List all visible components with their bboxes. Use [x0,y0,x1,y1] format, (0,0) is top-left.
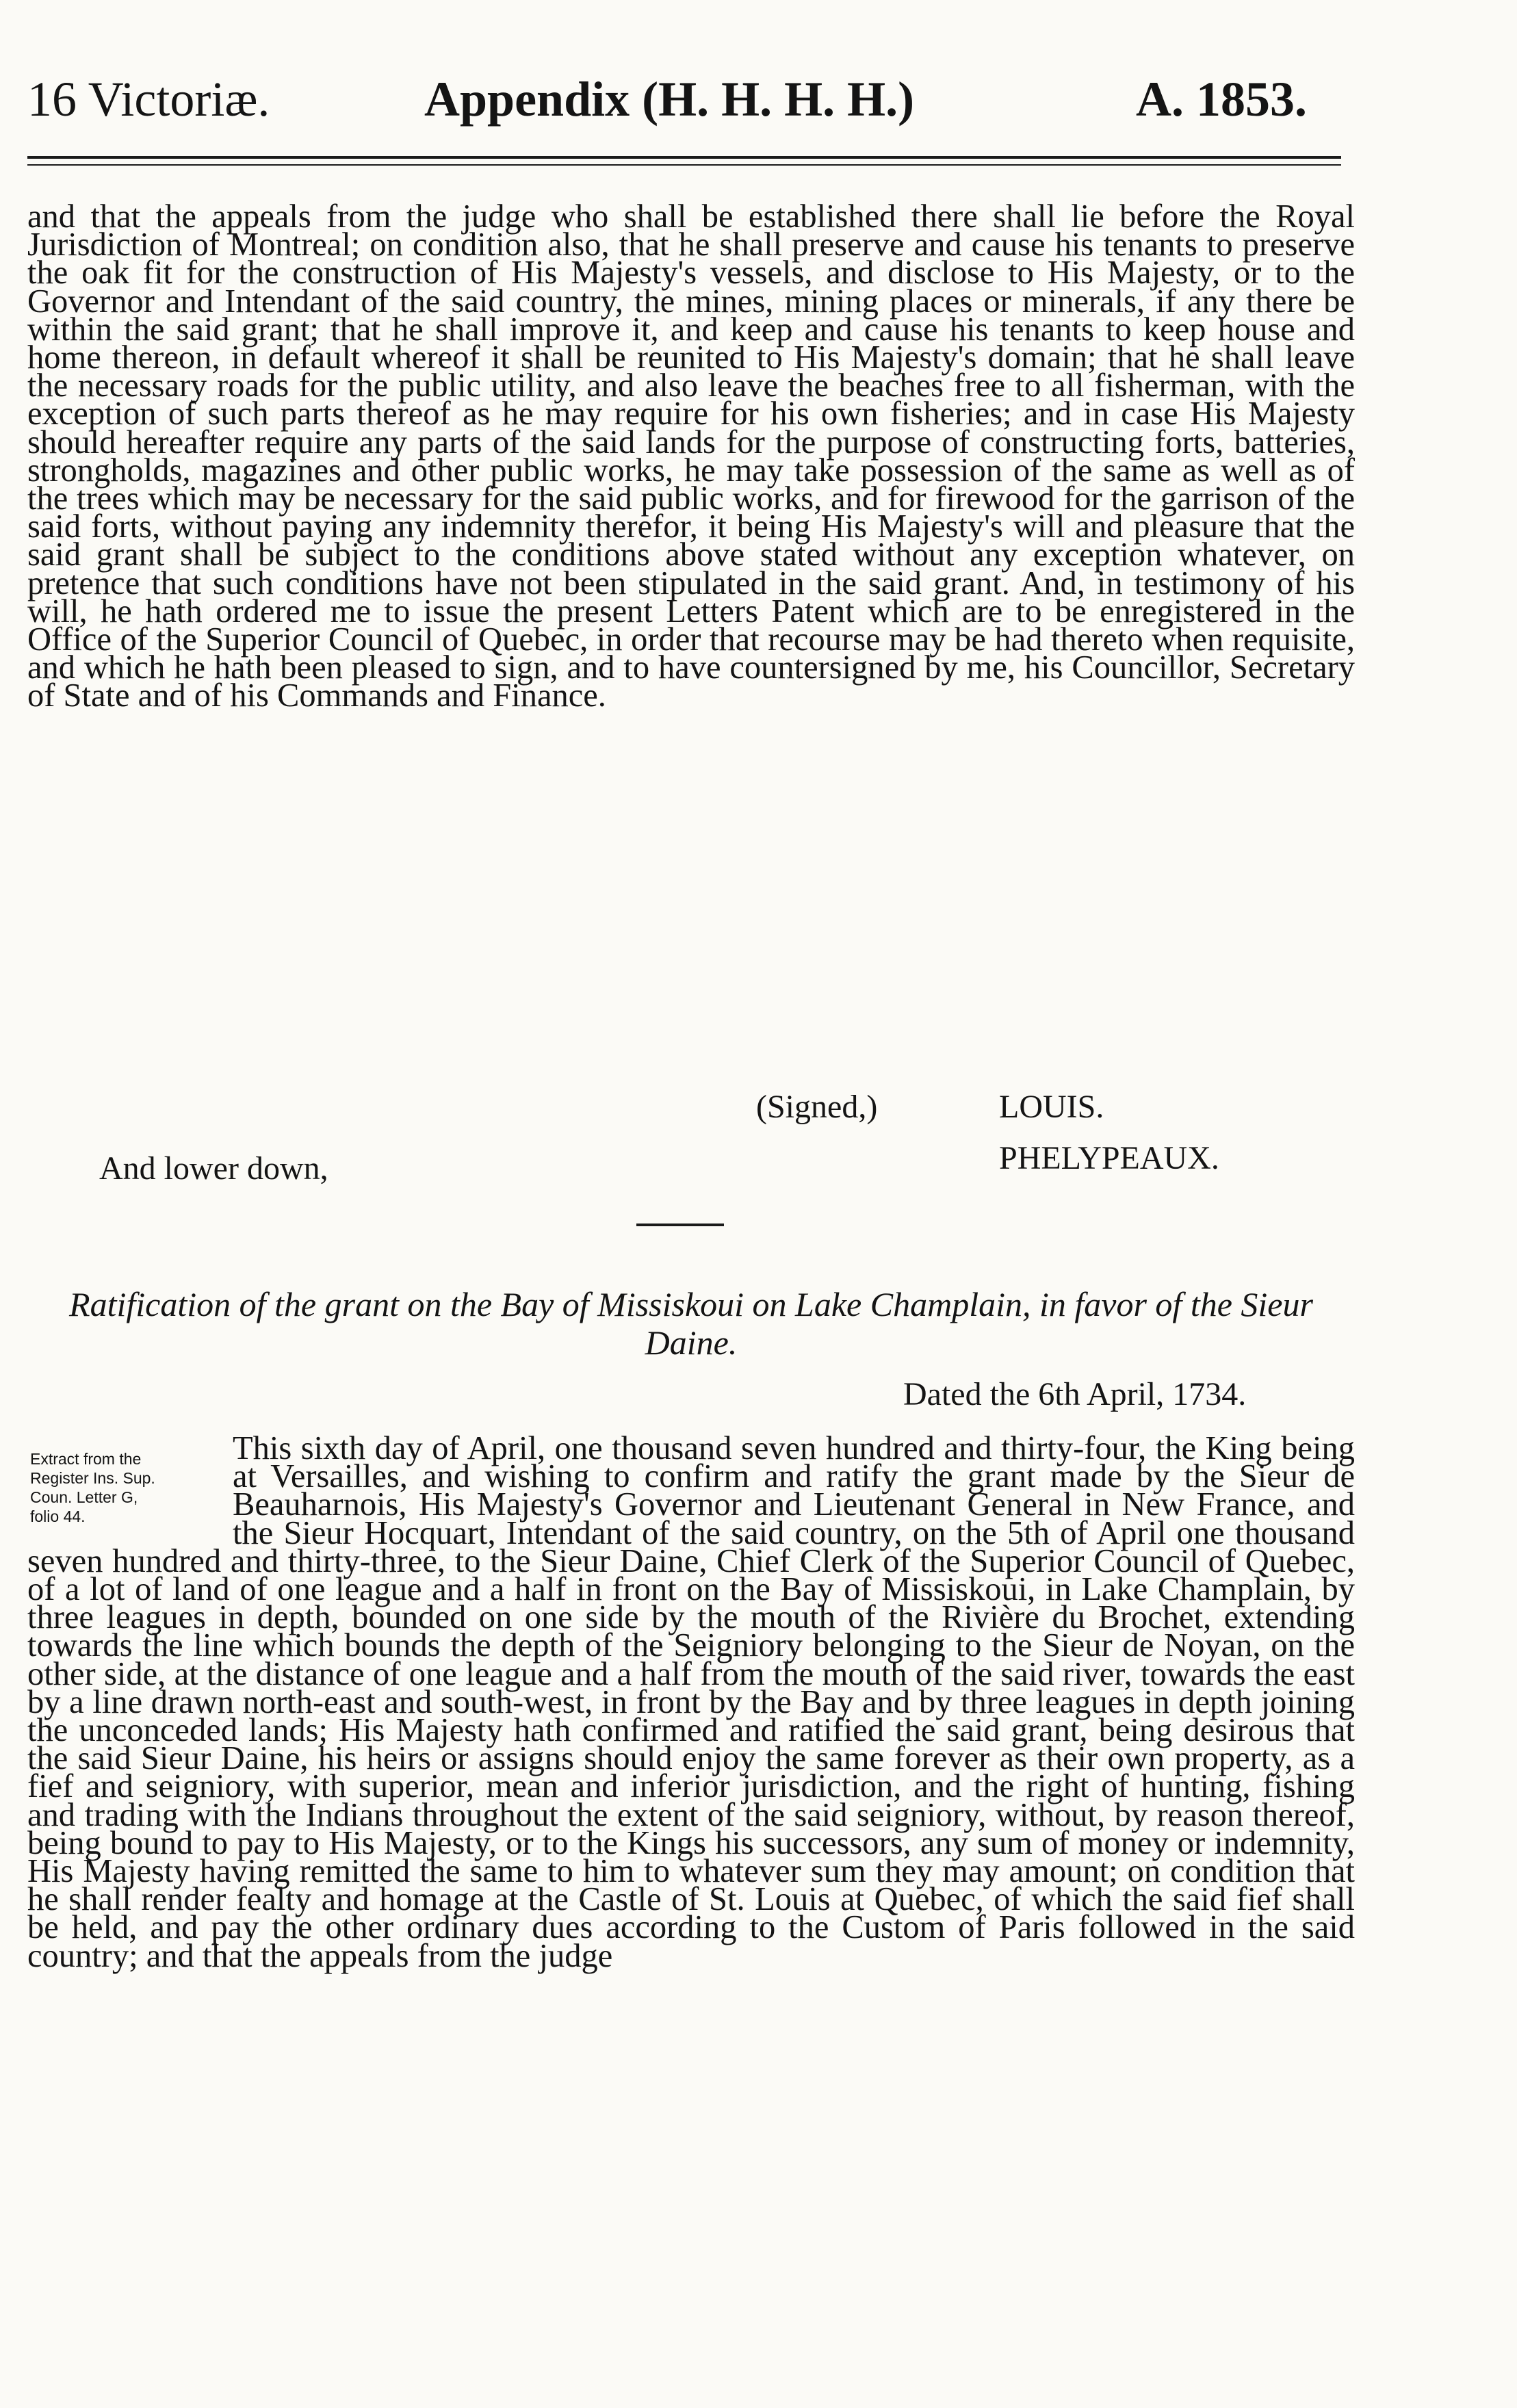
margin-note-gap [27,1434,233,1519]
header-rule-thin [27,164,1341,166]
margin-note-line: Extract from the [30,1450,142,1468]
running-header-year: A. 1853. [1136,72,1307,127]
signed-label: (Signed,) [756,1089,878,1125]
running-header-left: 16 Victoriæ. [27,72,270,127]
margin-note-line: Coun. Letter G, [30,1488,138,1506]
paragraph-text: This sixth day of April, one thousand seven hundred and thirty-four, the King being at Versailles, and wishing to confirm and ratify the grant made by the Sieur de Beauharnois, His Majesty's Governor and Lieutenant General in New France, and the Sieur Hocquart, Intendant of the said country, on the 5th of April one thousand seven hundred and thirty-three, to the Sieur Daine, Chief Clerk of the Superior Council of Quebec, of a lot of land of one league and a half in front on the Bay of Missiskoui, in Lake Champlain, by three leagues in depth, bounded on one side by the mouth of the Rivière du Brochet, extending towards the line which bounds the depth of the Seigniory belonging to the Sieur de Noyan, on the other side, at the distance of one league and a half from the mouth of the said river, towards the east by a line drawn north-east and south-west, in front by the Bay and by three leagues in depth joining the unconceded lands; His Majesty hath confirmed and ratified the said grant, being desirous that the said Sieur Daine, his heirs or assigns should enjoy the same forever as their own property, as a fief and seigniory, with superior, mean and inferior jurisdiction, and the right of hunting, fishing and trading with the Indians throughout the extent of the said seigniory, without, by reason thereof, being bound to pay to His Majesty, or to the Kings his successors, any sum of money or indemnity, His Majesty having remitted the same to him to whatever sum they may amount; on condition that he shall render fealty and homage at the Castle of St. Louis at Quebec, of which the said fief shall be held, and pay the other ordinary dues according to the Custom of Paris followed in the said country; and that the appeals from the judge [27,1430,1355,1974]
ratification-paragraph [27,1430,1355,1974]
margin-note-line: Register Ins. Sup. [30,1469,155,1487]
paragraph-text: and that the appeals from the judge who shall be established there shall lie before the Royal Jurisdiction of Montreal; on condition also, that he shall preserve and cause his tenants to preserve the oak fit for the construction of His Majesty's vessels, and disclose to His Majesty, or to the Governor and Intendant of the said country, the mines, mining places or minerals, if any there be within the said grant; that he shall improve it, and keep and cause his tenants to keep house and home thereon, in default whereof it shall be reunited to His Majesty's domain; that he shall leave the necessary roads for the public utility, and also leave the beaches free to all fisherman, with the exception of such parts thereof as he may require for his own fisheries; and in case His Majesty should hereafter require any parts of the said lands for the purpose of constructing forts, batteries, strongholds, magazines and other public works, he may take possession of the same as well as of the trees which may be necessary for the said public works, and for firewood for the garrison of the said forts, without paying any indemnity therefor, it being His Majesty's will and pleasure that the said grant shall be subject to the conditions above stated without any exception whatever, on pretence that such conditions have not been stipulated in the said grant. And, in testimony of his will, he hath ordered me to issue the present Letters Patent which are to be enregistered in the Office of the Superior Council of Quebec, in order that recourse may be had thereto when requisite, and which he hath been pleased to sign, and to have countersigned by me, his Councillor, Secretary of State and of his Commands and Finance. [27,198,1355,714]
running-header-title: Appendix (H. H. H. H.) [424,72,915,127]
continued-paragraph [27,198,1355,714]
section-divider [636,1224,724,1226]
lower-down-note: And lower down, [99,1150,328,1187]
header-rule-thick [27,156,1341,159]
section-title: Ratification of the grant on the Bay of Missiskoui on Lake Champlain, in favor of the Sieur Daine. [69,1285,1313,1362]
margin-note-line: folio 44. [30,1507,86,1525]
signer-name-first: LOUIS. [999,1089,1104,1125]
section-date: Dated the 6th April, 1734. [903,1376,1247,1412]
signer-name-last: PHELYPEAUX. [999,1140,1219,1176]
